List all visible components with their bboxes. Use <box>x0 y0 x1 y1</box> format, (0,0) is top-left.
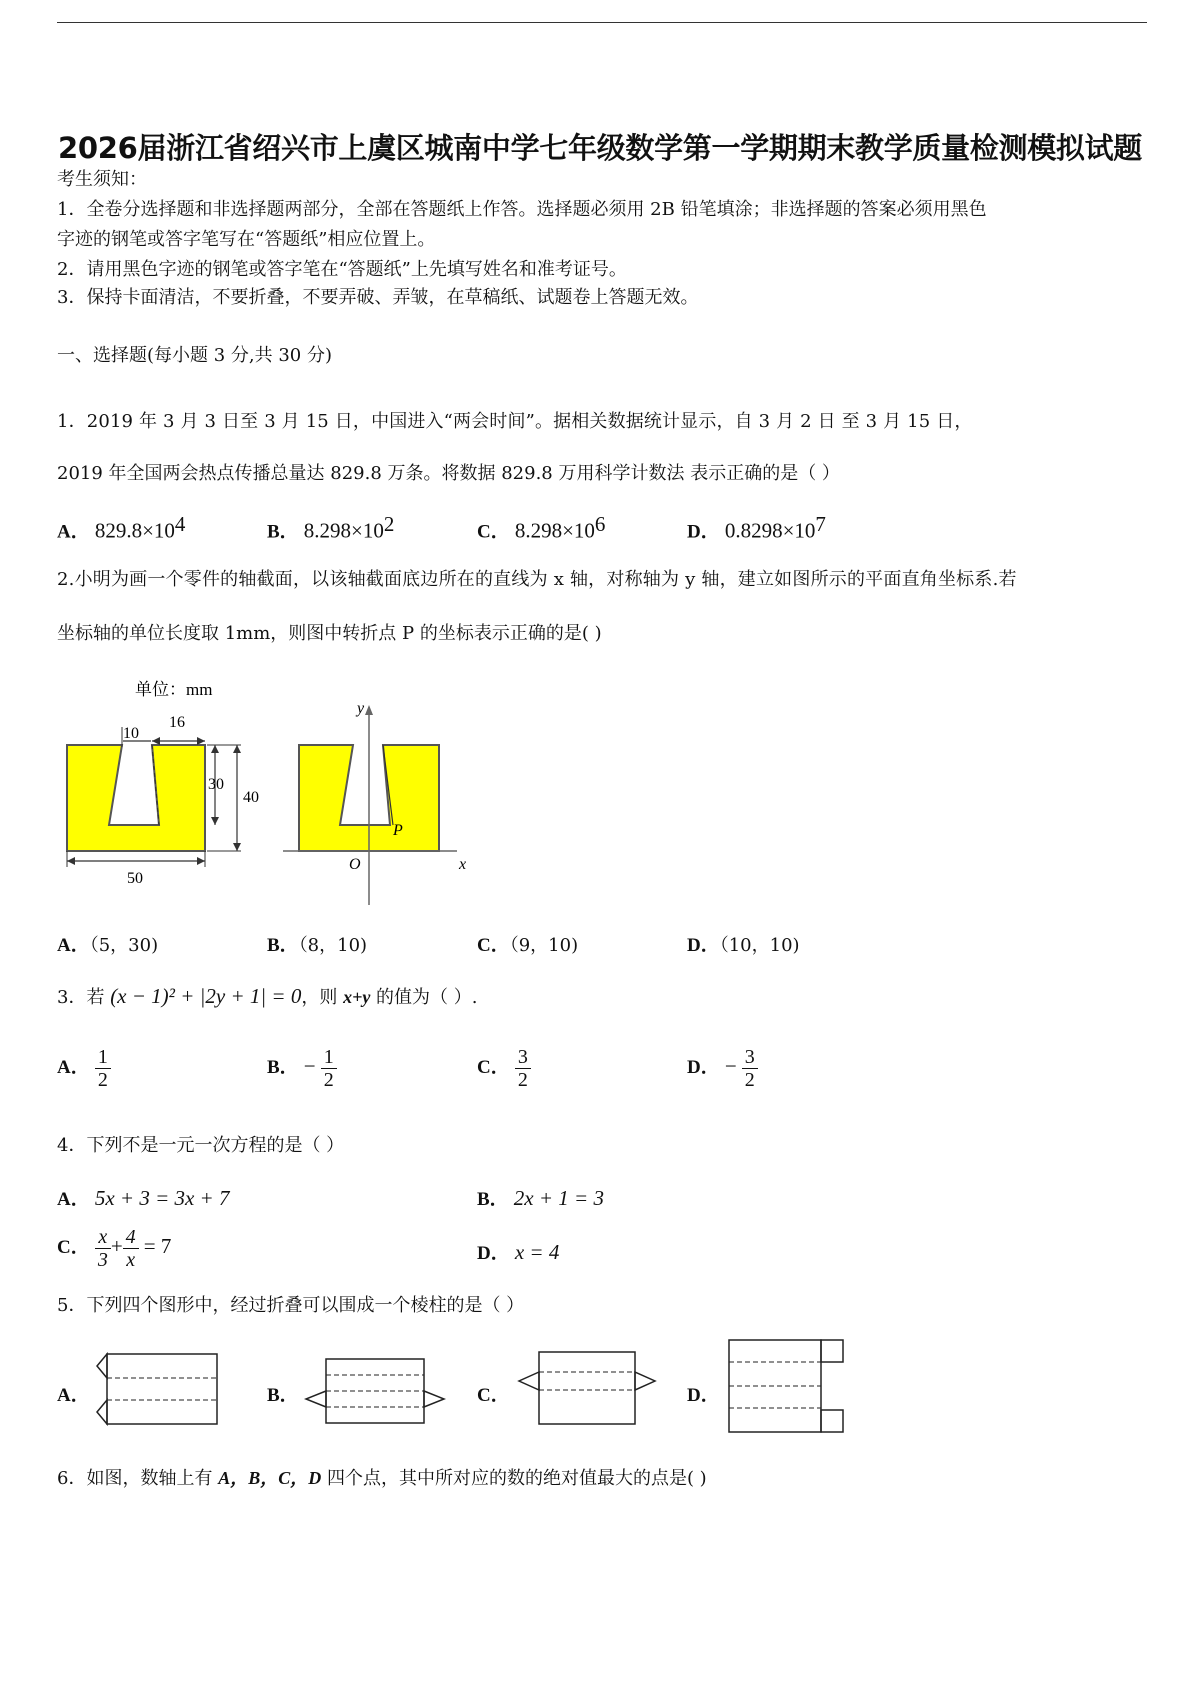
q5-option-b-net <box>300 1355 450 1430</box>
q5-option-d-net <box>725 1336 855 1436</box>
fraction: $\frac{4}{x}$ <box>123 1226 139 1271</box>
q2-stem-line1: 2.小明为画一个零件的轴截面，以该轴截面底边所在的直线为 x 轴，对称轴为 y 轴，建立如图所示的平面直角坐标系.若 <box>57 569 1017 590</box>
dim-40-arrow-top <box>233 745 241 753</box>
q5-option-c-label: C． <box>477 1385 510 1406</box>
q2-option-c: C．（9，10) <box>477 935 579 956</box>
q1-stem-line1: 1．2019 年 3 月 3 日至 3 月 15 日，中国进入“两会时间”。据相关数据统计显示，自 3 月 2 日 至 3 月 15 日， <box>57 411 973 432</box>
q2-option-d: D．（10，10) <box>687 935 800 956</box>
net-d-square-bottom <box>821 1410 843 1432</box>
q4-option-b: B． 2x + 1 = 3 <box>477 1186 604 1210</box>
q4-option-c: C． $\frac{x}{3}$ + $\frac{4}{x}$ = 7 <box>57 1226 172 1271</box>
dim-50-label: 50 <box>127 870 143 887</box>
fraction: $\frac{3}{2}$ <box>742 1046 758 1091</box>
dim-50-arrow-left <box>67 857 75 865</box>
q1-option-d: D． $0.8298\times 10^7$ <box>687 512 826 543</box>
origin-label: O <box>349 856 361 873</box>
net-c-rect <box>539 1352 635 1424</box>
dim-50-arrow-right <box>197 857 205 865</box>
dim-16-arrow-left <box>152 737 160 745</box>
q4-option-a: A． 5x + 3 = 3x + 7 <box>57 1186 230 1210</box>
net-a-tri-2 <box>97 1400 107 1424</box>
section-heading: 一、选择题(每小题 3 分,共 30 分) <box>57 345 333 366</box>
q3-option-c: C． $\frac{3}{2}$ <box>477 1046 531 1091</box>
net-a-tri-1 <box>97 1354 107 1378</box>
net-d-square-top <box>821 1340 843 1362</box>
notice-item-2: 2．请用黑色字迹的钢笔或答字笔在“答题纸”上先填写姓名和准考证号。 <box>57 259 627 280</box>
q1-stem-line2: 2019 年全国两会热点传播总量达 829.8 万条。将数据 829.8 万用科学计数法 表示正确的是（ ） <box>57 463 840 484</box>
net-b-tri-right <box>424 1391 444 1407</box>
point-p-label: P <box>393 822 403 839</box>
q6-stem: 6．如图，数轴上有 A，B，C，D 四个点，其中所对应的数的绝对值最大的点是( ) <box>57 1468 707 1489</box>
q2-stem-line2: 坐标轴的单位长度取 1mm，则图中转折点 P 的坐标表示正确的是( ) <box>57 623 602 644</box>
q3-option-b: B． − $\frac{1}{2}$ <box>267 1046 337 1091</box>
net-c-tri-left <box>519 1372 539 1390</box>
dim-40-label: 40 <box>243 789 259 806</box>
q5-option-d-label: D． <box>687 1385 720 1406</box>
net-a-rect <box>107 1354 217 1424</box>
notice-heading: 考生须知： <box>57 169 147 190</box>
net-c-tri-right <box>635 1372 655 1390</box>
q1-option-b: B． $8.298\times 10^2$ <box>267 512 395 543</box>
dim-40-arrow-bottom <box>233 843 241 851</box>
y-axis-label: y <box>357 700 365 717</box>
q4-stem: 4．下列不是一元一次方程的是（ ） <box>57 1135 345 1156</box>
q2-figure <box>57 675 487 915</box>
q3-stem: 3．若 (x − 1)² + |2y + 1| = 0，则 x+y 的值为（ ）. <box>57 984 478 1008</box>
q4-option-d: D． x = 4 <box>477 1240 560 1264</box>
dim-16-label: 16 <box>169 714 185 731</box>
q5-option-a-label: A． <box>57 1385 90 1406</box>
header-rule <box>57 22 1147 23</box>
page-title: 2026届浙江省绍兴市上虞区城南中学七年级数学第一学期期末教学质量检测模拟试题 <box>57 131 1142 165</box>
q5-option-c-net <box>513 1348 663 1428</box>
q2-option-a: A．（5，30) <box>57 935 159 956</box>
notice-item-3: 3．保持卡面清洁，不要折叠，不要弄破、弄皱，在草稿纸、试题卷上答题无效。 <box>57 287 699 308</box>
notice-item-1-cont: 字迹的钢笔或答字笔写在“答题纸”相应位置上。 <box>57 229 436 250</box>
q1-option-c: C． $8.298\times 10^6$ <box>477 512 606 543</box>
net-b-tri-left <box>306 1391 326 1407</box>
unit-label: 单位：mm <box>135 680 213 699</box>
notice-item-1: 1．全卷分选择题和非选择题两部分，全部在答题纸上作答。选择题必须用 2B 铅笔填涂；非选择题的答案必须用黑色 <box>57 199 987 220</box>
left-part-shape <box>67 745 205 851</box>
dim-16-arrow-right <box>197 737 205 745</box>
dim-30-label: 30 <box>208 776 224 793</box>
fraction: $\frac{x}{3}$ <box>95 1226 111 1271</box>
net-d-rect <box>729 1340 821 1432</box>
dim-30-arrow-top <box>211 745 219 753</box>
fraction: $\frac{3}{2}$ <box>515 1046 531 1091</box>
dim-30-arrow-bottom <box>211 817 219 825</box>
q5-stem: 5．下列四个图形中，经过折叠可以围成一个棱柱的是（ ） <box>57 1295 525 1316</box>
y-axis-arrow <box>365 705 373 715</box>
q3-option-d: D． − $\frac{3}{2}$ <box>687 1046 758 1091</box>
dim-10-label: 10 <box>123 725 139 742</box>
q5-option-b-label: B． <box>267 1385 299 1406</box>
q1-option-a: A． $829.8\times 10^4$ <box>57 512 186 543</box>
x-axis-label: x <box>459 856 467 873</box>
q3-option-a: A． $\frac{1}{2}$ <box>57 1046 111 1091</box>
q5-option-a-net <box>95 1350 225 1430</box>
q2-option-b: B．（8，10) <box>267 935 368 956</box>
fraction: $\frac{1}{2}$ <box>95 1046 111 1091</box>
fraction: $\frac{1}{2}$ <box>321 1046 337 1091</box>
